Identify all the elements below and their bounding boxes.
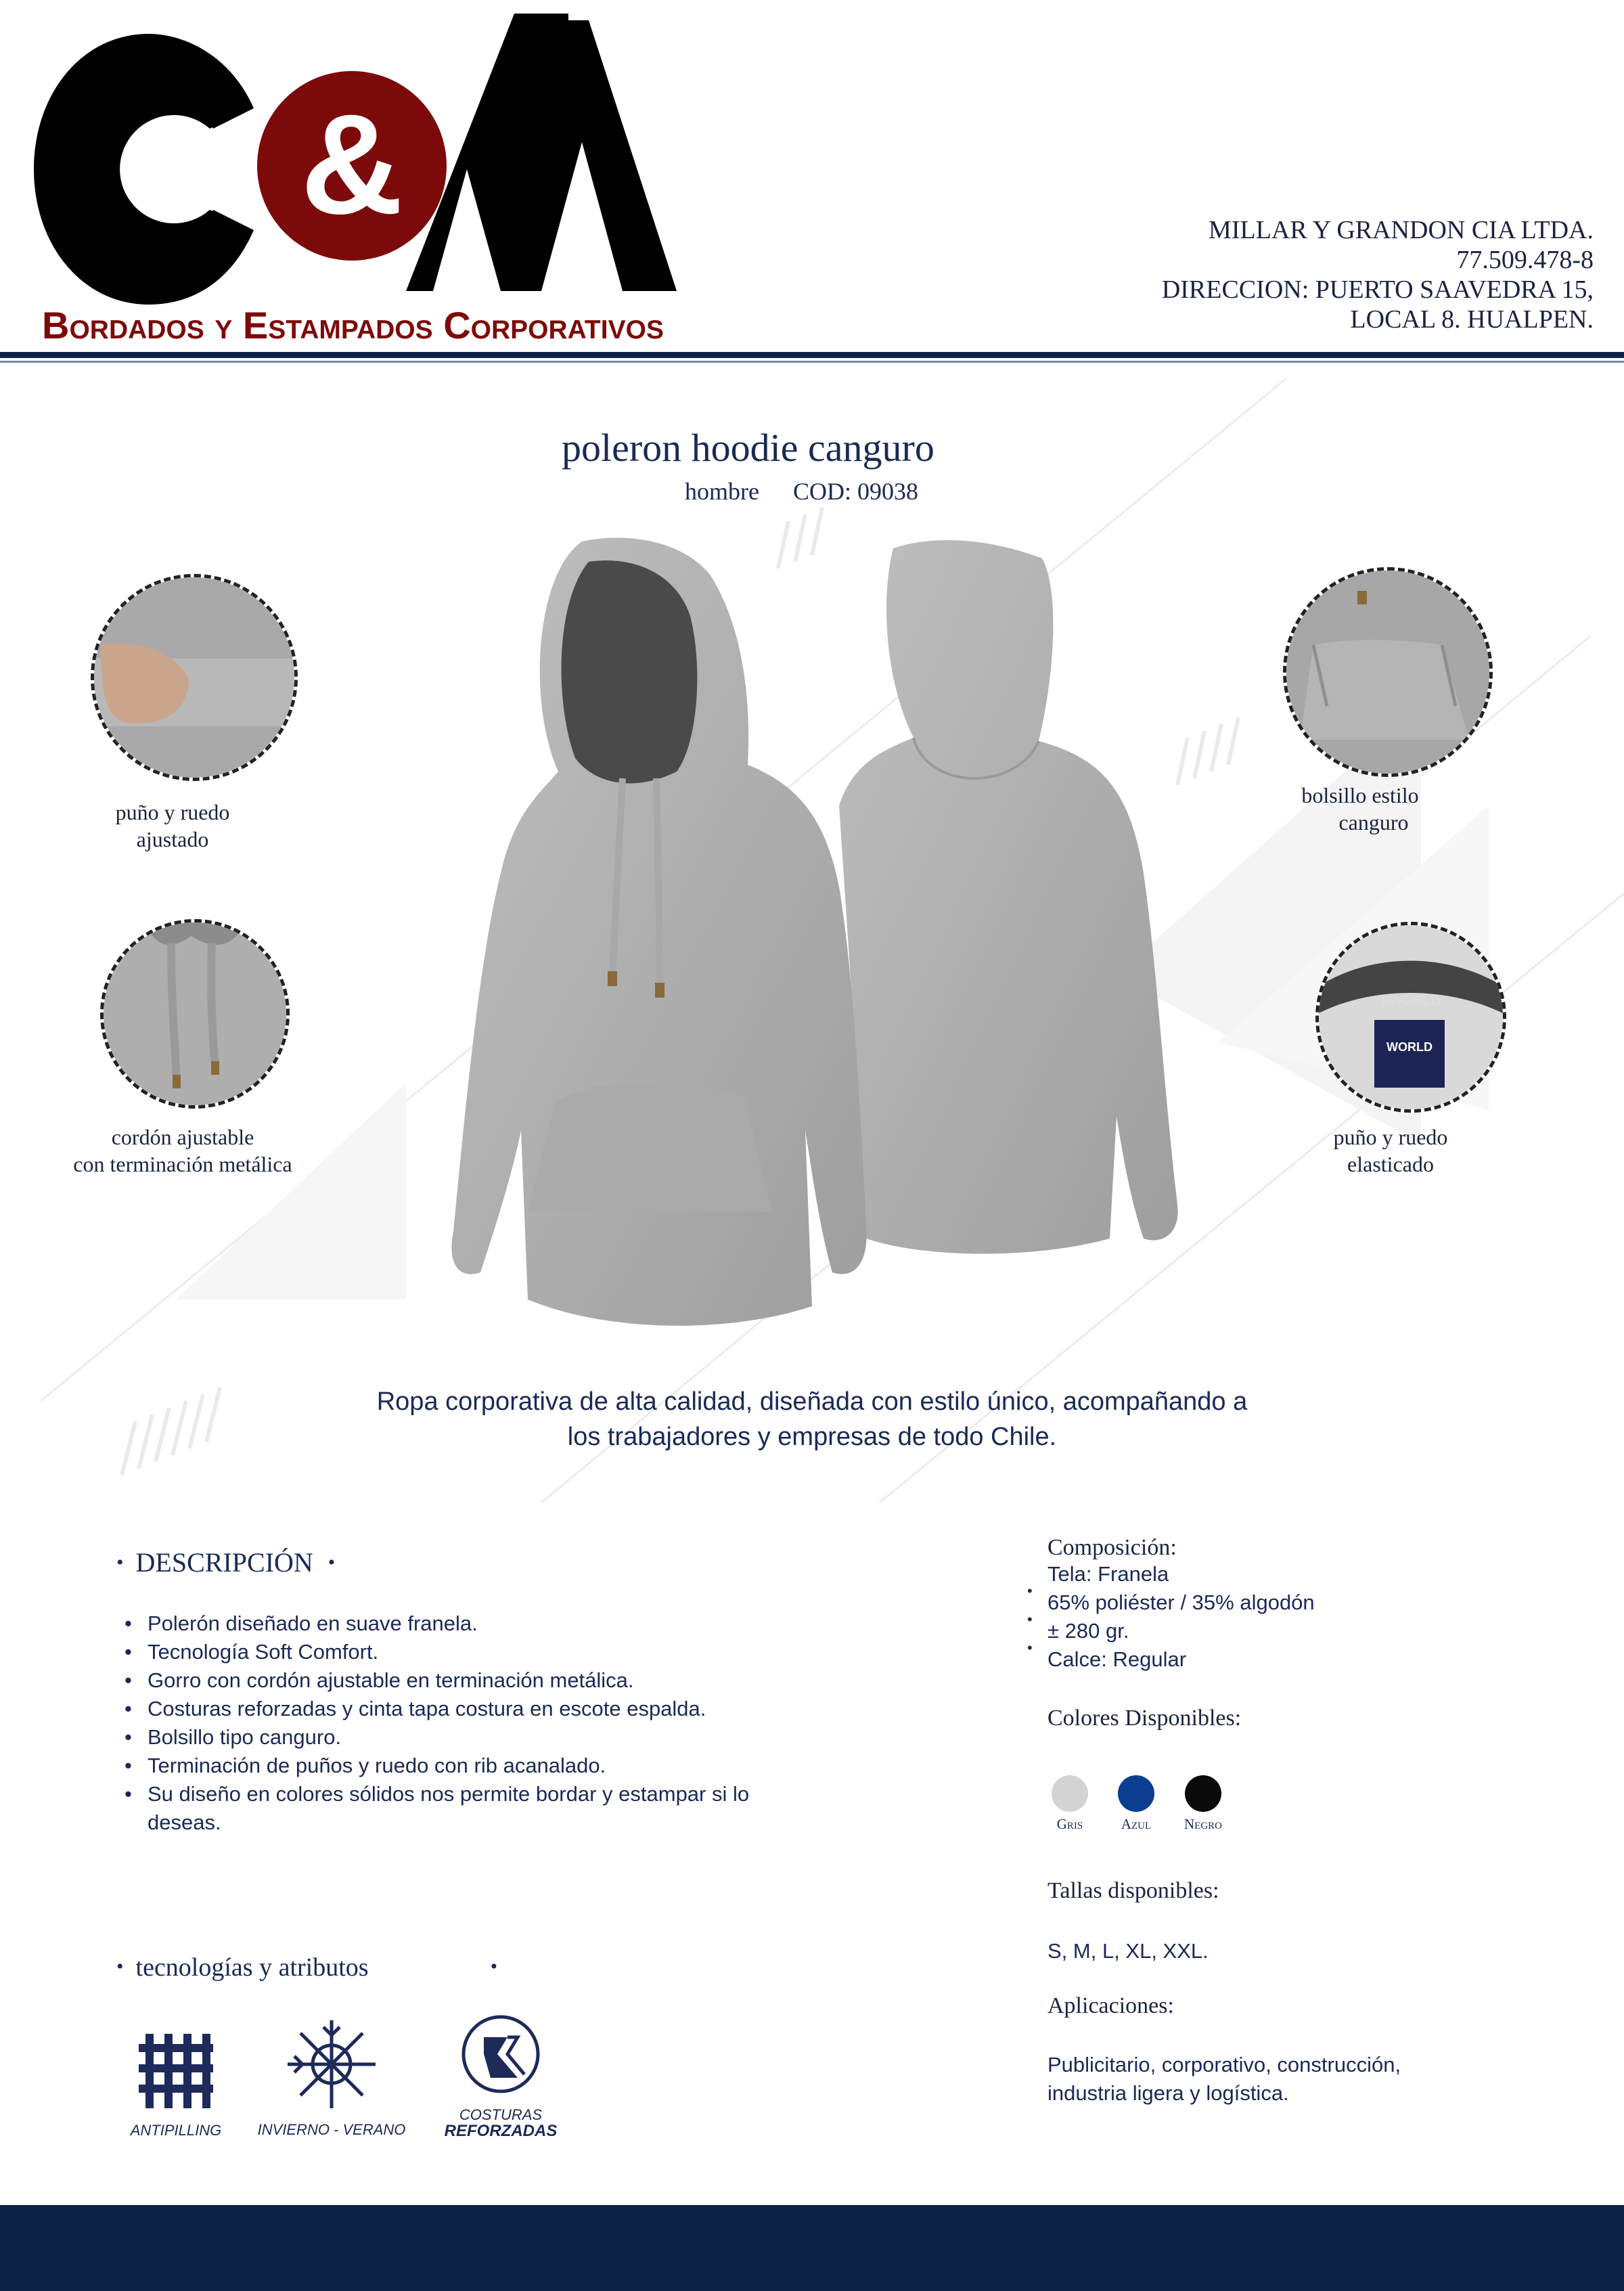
composition-item: ± 280 gr. — [1047, 1619, 1129, 1643]
applications-text — [1047, 2051, 1401, 2108]
description-item: • Bolsillo tipo canguro. — [122, 1723, 758, 1752]
description-list — [122, 1609, 758, 1837]
detail-pocket-label — [1272, 782, 1475, 836]
detail-neck-label-2: elasticado — [1347, 1152, 1434, 1176]
hoodie-back-view — [839, 540, 1178, 1254]
technologies-heading-text: tecnologías y atributos — [135, 1953, 369, 1982]
pocket-closeup-icon — [1286, 571, 1489, 774]
applications-line-1: Publicitario, corporativo, construcción, — [1047, 2053, 1401, 2076]
tech-reinforced-label-1: COSTURAS — [459, 2106, 543, 2123]
tech-winter-summer-label: INVIERNO - VERANO — [257, 2121, 406, 2138]
composition-item: Calce: Regular — [1047, 1647, 1187, 1671]
svg-text:&: & — [300, 85, 403, 244]
description-item: • Terminación de puños y ruedo con rib acanalado. — [122, 1752, 758, 1780]
company-address-2: LOCAL 8. HUALPEN. — [1350, 305, 1594, 334]
composition-item: Tela: Franela — [1047, 1562, 1169, 1586]
composition-list — [1047, 1560, 1315, 1674]
detail-pocket-label-2: canguro — [1338, 810, 1409, 835]
product-title: poleron hoodie canguro — [562, 426, 934, 470]
tech-reinforced-seams — [433, 2014, 568, 2139]
header-divider-thin — [0, 361, 1624, 363]
brand-logo — [27, 7, 677, 345]
detail-cuff-label-2: ajustado — [136, 827, 209, 851]
weave-icon — [139, 2027, 213, 2115]
company-rut: 77.509.478-8 — [1456, 246, 1594, 274]
tagline-line-2: los trabajadores y empresas de todo Chile. — [567, 1423, 1057, 1451]
hoodie-product-image — [392, 535, 1245, 1354]
product-code: COD: 09038 — [792, 478, 918, 505]
detail-drawstring — [100, 919, 290, 1109]
sun-snowflake-icon — [284, 2017, 379, 2112]
description-item: • Gorro con cordón ajustable en terminación metálica. — [122, 1666, 758, 1695]
tech-reinforced-label-2: REFORZADAS — [444, 2122, 558, 2140]
detail-cuff-label — [74, 799, 271, 853]
color-swatch-azul — [1118, 1775, 1154, 1812]
tech-antipilling-label: ANTIPILLING — [130, 2122, 222, 2139]
drawstring-closeup-icon — [104, 922, 286, 1105]
neck-label-closeup-icon — [1319, 925, 1503, 1109]
technologies-heading: • tecnologías y atributos • — [116, 1953, 498, 1982]
reinforced-seam-icon — [460, 2014, 541, 2095]
company-info — [1162, 215, 1594, 334]
detail-drawstring-label-2: con terminación metálica — [73, 1152, 292, 1176]
description-heading: • DESCRIPCIÓN • — [116, 1547, 336, 1578]
header-divider — [0, 352, 1624, 358]
footer-bar — [0, 2205, 1624, 2291]
sizes-value: S, M, L, XL, XXL. — [1047, 1939, 1209, 1963]
detail-neck-label-1: puño y ruedo — [1333, 1125, 1448, 1149]
color-label-azul: Azul — [1121, 1816, 1152, 1832]
product-gender: hombre — [685, 478, 759, 505]
description-heading-text: DESCRIPCIÓN — [135, 1547, 313, 1578]
colors-heading: Colores Disponibles: — [1047, 1706, 1242, 1731]
tech-winter-summer — [257, 2017, 406, 2139]
company-address: DIRECCION: PUERTO SAAVEDRA 15, — [1161, 275, 1594, 304]
composition-heading: Composición: — [1047, 1535, 1177, 1560]
detail-pocket-label-1: bolsillo estilo — [1301, 783, 1419, 807]
description-item: • Polerón diseñado en suave franela. — [122, 1609, 758, 1638]
cuff-closeup-icon — [94, 577, 294, 778]
color-label-gris: Gris — [1056, 1816, 1083, 1832]
marketing-tagline — [325, 1384, 1299, 1454]
hoodie-front-view — [451, 537, 866, 1325]
color-swatch-negro — [1185, 1775, 1221, 1812]
composition-bullets: • • • — [1027, 1582, 1033, 1656]
tech-reinforced-seams-label — [433, 2107, 568, 2139]
product-subtitle — [685, 477, 952, 506]
applications-heading: Aplicaciones: — [1047, 1993, 1174, 2018]
sizes-heading: Tallas disponibles: — [1047, 1878, 1219, 1903]
color-swatch-gris — [1052, 1775, 1088, 1812]
svg-text:I-WORLD: I-WORLD — [1381, 994, 1441, 1008]
detail-cuff-label-1: puño y ruedo — [115, 800, 230, 824]
applications-line-2: industria ligera y logística. — [1047, 2081, 1289, 2105]
detail-cuff — [91, 574, 298, 781]
detail-pocket — [1283, 567, 1493, 777]
detail-drawstring-label-1: cordón ajustable — [111, 1125, 254, 1149]
svg-text:WORLD: WORLD — [1386, 1040, 1433, 1054]
description-item: • Su diseño en colores sólidos nos permite bordar y estampar si lo deseas. — [122, 1780, 758, 1837]
description-item: • Tecnología Soft Comfort. — [122, 1638, 758, 1666]
color-label-negro: Negro — [1184, 1816, 1222, 1832]
detail-neck-label-text — [1289, 1124, 1492, 1178]
composition-item: 65% poliéster / 35% algodón — [1047, 1591, 1315, 1614]
tech-antipilling — [115, 2027, 237, 2139]
brand-tagline: Bordados y Estampados Corporativos — [42, 304, 664, 345]
tagline-line-1: Ropa corporativa de alta calidad, diseñada con estilo único, acompañando a — [376, 1387, 1248, 1416]
description-item: • Costuras reforzadas y cinta tapa costura en escote espalda. — [122, 1695, 758, 1723]
detail-drawstring-label — [47, 1124, 318, 1178]
company-name: MILLAR Y GRANDON CIA LTDA. — [1209, 216, 1594, 244]
detail-neck-label — [1315, 922, 1506, 1113]
